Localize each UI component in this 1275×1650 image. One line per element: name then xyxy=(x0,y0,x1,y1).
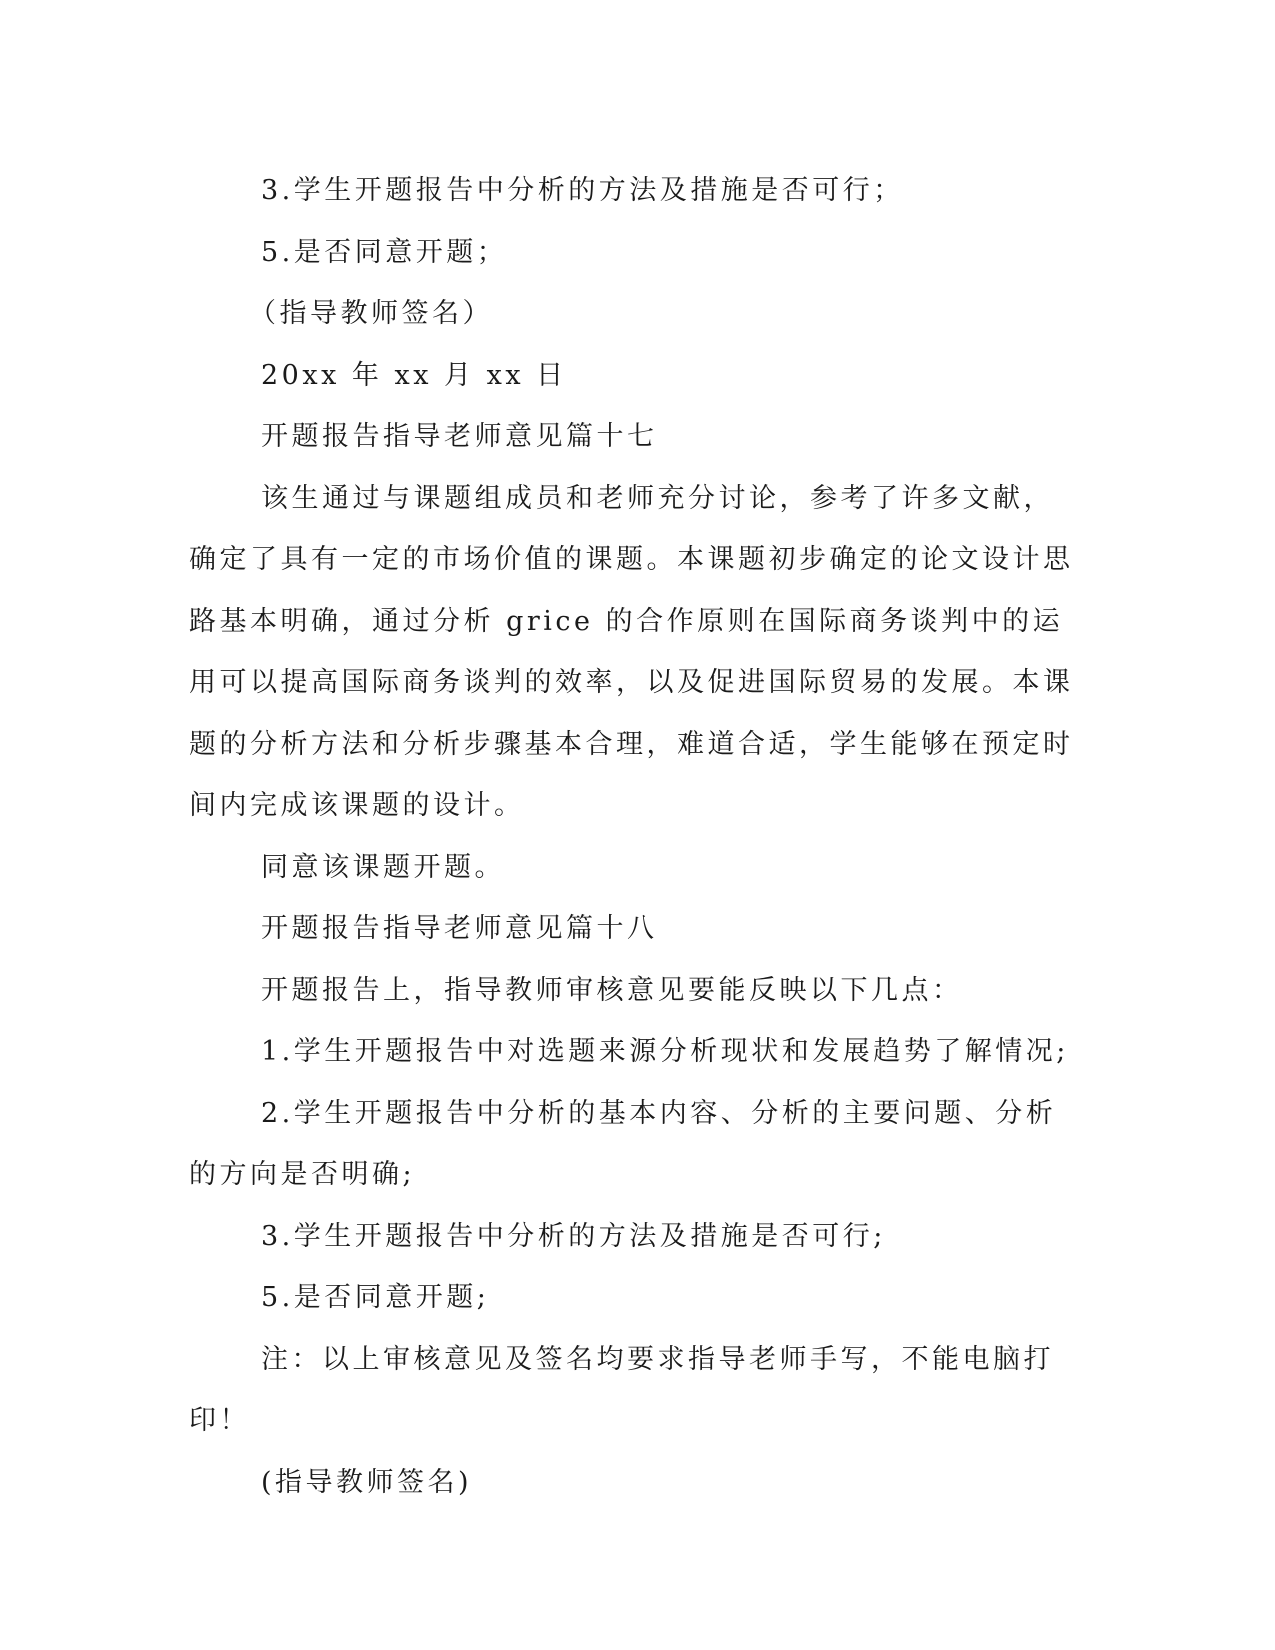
signature-label-2: (指导教师签名) xyxy=(261,1466,473,1498)
document-body xyxy=(189,160,1079,1513)
list-item-5: 5.是否同意开题; xyxy=(261,1282,490,1313)
signature-label: （指导教师签名） xyxy=(249,298,493,329)
section-heading-18: 开题报告指导老师意见篇十八 xyxy=(261,913,658,944)
list-item-3: 3.学生开题报告中分析的方法及措施是否可行; xyxy=(261,1220,886,1252)
note-paragraph: 注：以上审核意见及签名均要求指导老师手写，不能电脑打印！ xyxy=(189,1343,1054,1436)
list-item-2: 2.学生开题报告中分析的基本内容、分析的主要问题、分析的方向是否明确; xyxy=(189,1097,1057,1190)
paragraph-item-3: 3.学生开题报告中分析的方法及措施是否可行； xyxy=(261,175,904,206)
opinion-paragraph: 该生通过与课题组成员和老师充分讨论，参考了许多文献，确定了具有一定的市场价值的课题。本课题初步确定的论文设计思路基本明确，通过分析 grice 的合作原则在国际商务谈判中的运用可以提高国际商务谈判的效率，以及促进国际贸易的发展。本课题的分析方法和分析步骤基本合理，难道合适，学生能够在预定时间内完成该课题的设计。 xyxy=(189,482,1074,821)
intro-paragraph: 开题报告上，指导教师审核意见要能反映以下几点： xyxy=(261,974,963,1006)
approval-line: 同意该课题开题。 xyxy=(261,851,505,883)
list-item-1: 1.学生开题报告中对选题来源分析现状和发展趋势了解情况; xyxy=(261,1036,1069,1067)
section-heading-17: 开题报告指导老师意见篇十七 xyxy=(261,421,658,452)
paragraph-item-5: 5.是否同意开题； xyxy=(261,236,508,268)
date-line: 20xx 年 xx 月 xx 日 xyxy=(261,359,567,391)
